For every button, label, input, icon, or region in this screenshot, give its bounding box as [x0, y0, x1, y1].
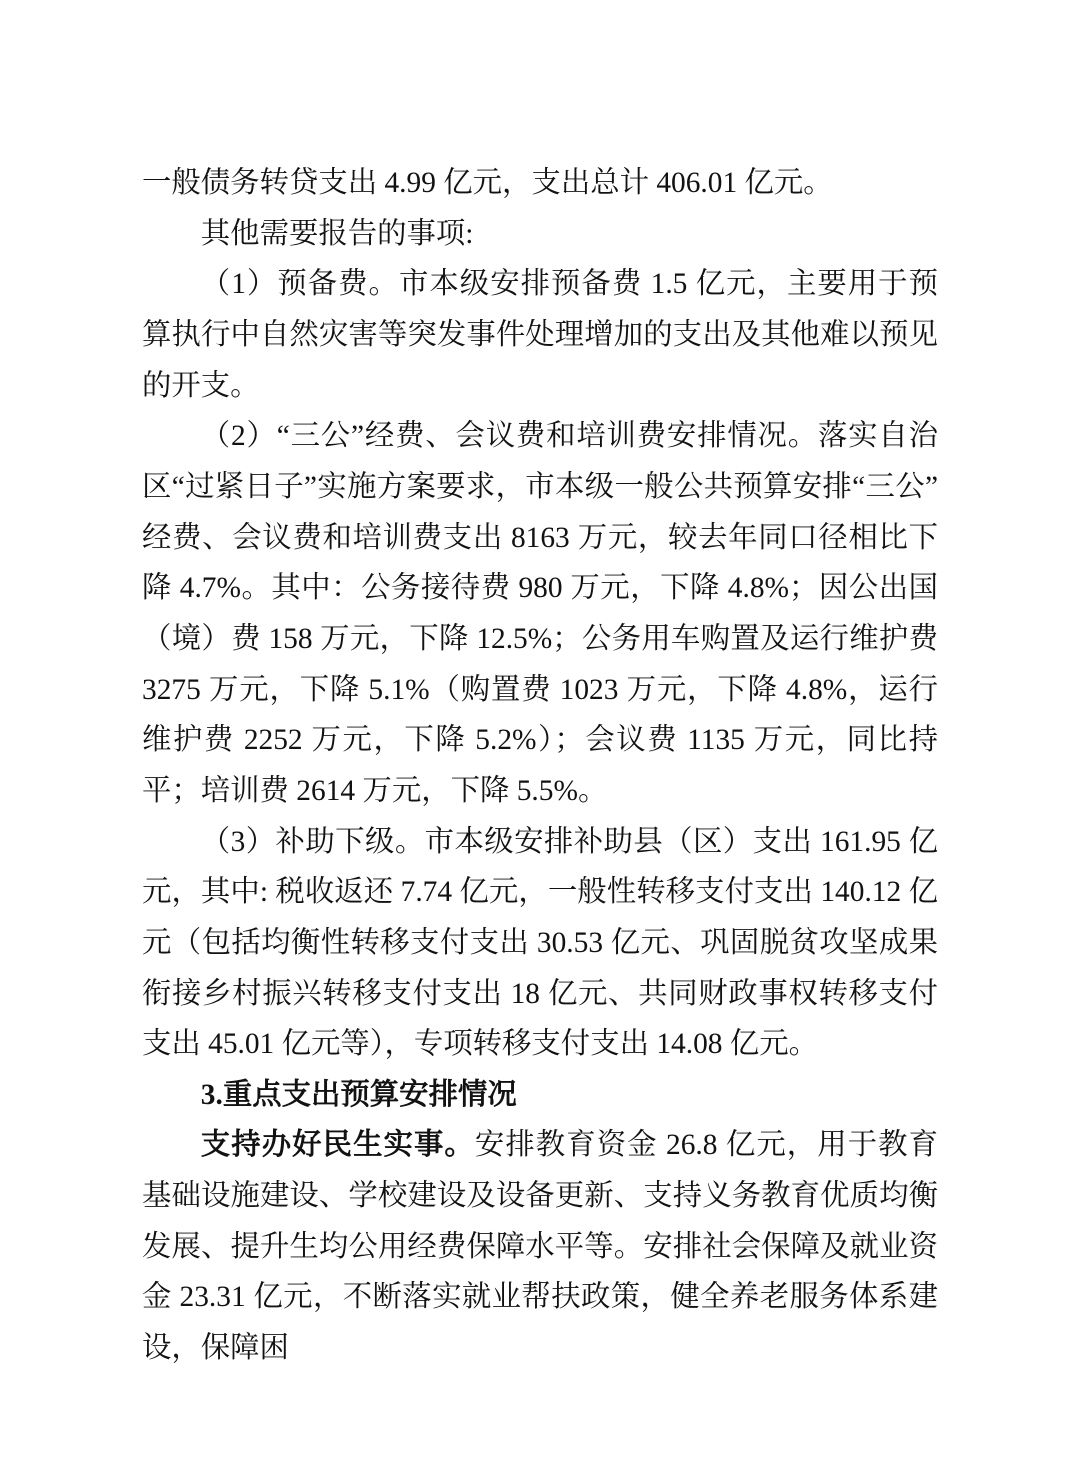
paragraph-other-report-items: 其他需要报告的事项: — [200, 217, 474, 250]
document-body — [142, 158, 938, 1374]
paragraph-debt-transfer-expenditure: 一般债务转贷支出 4.99 亿元，支出总计 406.01 亿元。 — [142, 167, 833, 199]
paragraph-subsidy-lower-level: （3）补助下级。市本级安排补助县（区）支出 161.95 亿元，其中: 税收返还 7.74 亿元，一般性转移支付支出 140.12 亿元（包括均衡性转移支付支出 30.53 亿元、巩固脱贫攻坚成果衔接乡村振兴转移支付支出 18 亿元、共同财政事权转移支付支出 45.01 亿元等），专项转移支付支出 14.08 亿元。 — [142, 825, 938, 1061]
paragraph-lead-rest: 安排教育资金 26.8 亿元，用于教育基础设施建设、学校建设及设备更新、支持义务教育优质均衡发展、提升生均公用经费保障水平等。安排社会保障及就业资金 23.31 亿元，不断落实就业帮扶政策，健全养老服务体系建设，保障困 — [142, 1129, 938, 1365]
paragraph-lead-bold: 支持办好民生实事。 — [200, 1129, 475, 1162]
paragraph-reserve-fee: （1）预备费。市本级安排预备费 1.5 亿元，主要用于预算执行中自然灾害等突发事件处理增加的支出及其他难以预见的开支。 — [142, 268, 938, 402]
heading-key-expenditure-arrangement: 3.重点支出预算安排情况 — [200, 1078, 517, 1111]
paragraph-livelihood-support — [142, 1120, 938, 1373]
paragraph-three-public-funds: （2）“三公”经费、会议费和培训费安排情况。落实自治区“过紧日子”实施方案要求，市本级一般公共预算安排“三公”经费、会议费和培训费支出 8163 万元，较去年同口径相比下降 4.7%。其中：公务接待费 980 万元，下降 4.8%；因公出国（境）费 158 万元，下降 12.5%；公务用车购置及运行维护费 3275 万元，下降 5.1%（购置费 1023 万元，下降 4.8%，运行维护费 2252 万元，下降 5.2%）；会议费 1135 万元，同比持平；培训费 2614 万元，下降 5.5%。 — [142, 420, 938, 807]
